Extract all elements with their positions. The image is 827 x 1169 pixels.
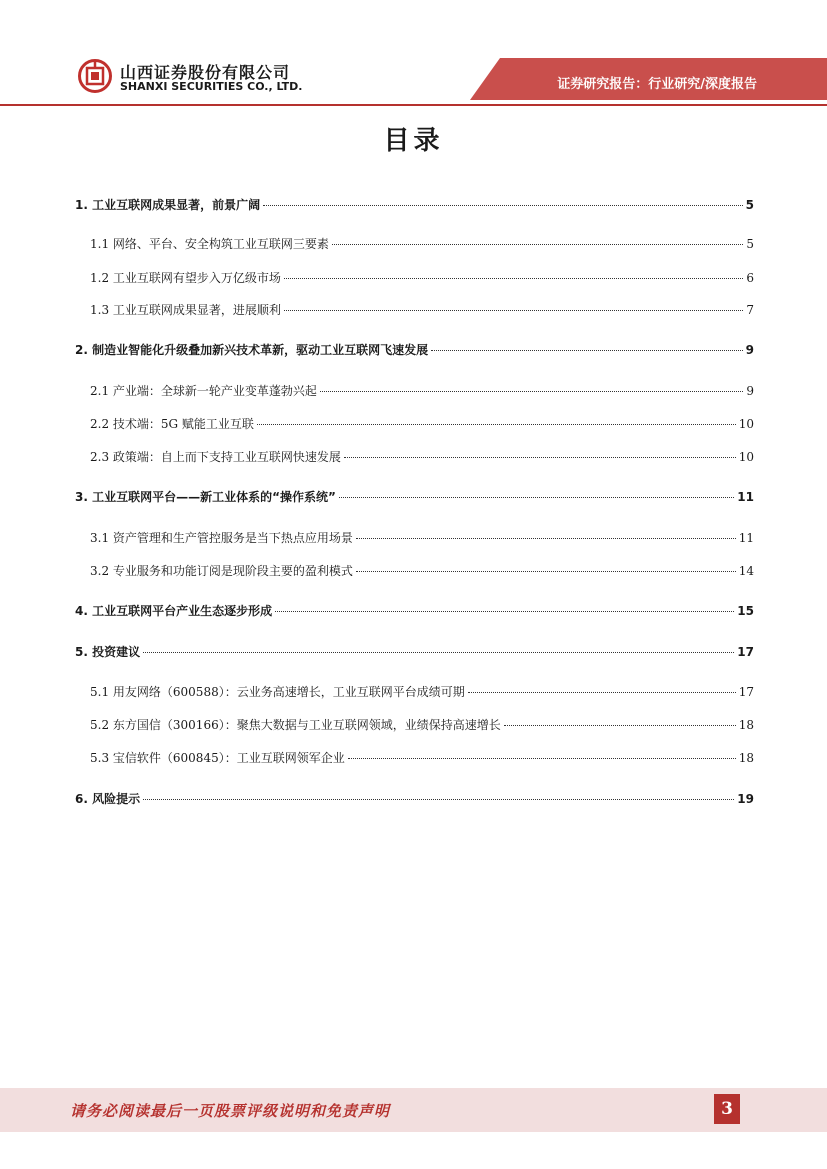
toc-entry-label: 2.2 技术端：5G 赋能工业互联 [90, 417, 254, 431]
company-name-cn: 山西证券股份有限公司 [120, 63, 291, 82]
toc-leader-dots [339, 497, 734, 498]
toc-entry-page: 15 [737, 604, 754, 618]
toc-entry-page: 17 [737, 645, 754, 659]
toc-leader-dots [356, 571, 736, 572]
toc-entry-page: 14 [738, 564, 754, 578]
toc-entry[interactable] [90, 448, 754, 465]
toc-leader-dots [504, 725, 736, 726]
toc-entry-page: 5 [745, 198, 754, 212]
toc-entry-label: 5.2 东方国信（300166）：聚焦大数据与工业互联网领域，业绩保持高速增长 [90, 718, 501, 732]
toc-entry[interactable] [90, 269, 754, 286]
toc-entry-label: 1.2 工业互联网有望步入万亿级市场 [90, 271, 281, 285]
toc-entry[interactable] [90, 529, 754, 546]
toc-entry-label: 6. 风险提示 [75, 792, 141, 806]
toc-entry[interactable] [90, 562, 754, 579]
toc-entry-label: 3.1 资产管理和生产管控服务是当下热点应用场景 [90, 531, 353, 545]
page-title: 目录 [383, 126, 444, 156]
toc-entry-page: 11 [737, 490, 754, 504]
toc-entry-label: 2.3 政策端：自上而下支持工业互联网快速发展 [90, 450, 341, 464]
toc-entry-label: 3. 工业互联网平台——新工业体系的“操作系统” [75, 490, 336, 504]
toc-leader-dots [320, 391, 743, 392]
toc-entry-page: 17 [738, 685, 754, 699]
toc-entry[interactable] [75, 643, 754, 660]
toc-leader-dots [332, 244, 743, 245]
toc-entry-label: 2. 制造业智能化升级叠加新兴技术革新，驱动工业互联网飞速发展 [75, 343, 429, 357]
toc-entry-label: 4. 工业互联网平台产业生态逐步形成 [75, 604, 273, 618]
toc-entry-label: 5. 投资建议 [75, 645, 141, 659]
toc-leader-dots [257, 424, 736, 425]
toc-entry[interactable] [90, 415, 754, 432]
toc-leader-dots [348, 758, 736, 759]
toc-entry[interactable] [90, 382, 754, 399]
page-header [0, 0, 827, 110]
toc-entry[interactable] [90, 301, 754, 318]
company-name-en: SHANXI SECURITIES CO., LTD. [120, 80, 303, 93]
toc-leader-dots [468, 692, 736, 693]
toc-entry-page: 9 [745, 343, 754, 357]
toc-entry[interactable] [75, 602, 754, 619]
toc-entry[interactable] [75, 488, 754, 505]
toc-entry[interactable] [75, 341, 754, 358]
toc-leader-dots [356, 538, 736, 539]
header-divider [0, 104, 827, 106]
toc-leader-dots [284, 310, 743, 311]
toc-entry-label: 2.1 产业端：全球新一轮产业变革蓬勃兴起 [90, 384, 317, 398]
toc-entry-page: 19 [737, 792, 754, 806]
toc-entry[interactable] [90, 683, 754, 700]
toc-entry-label: 3.2 专业服务和功能订阅是现阶段主要的盈利模式 [90, 564, 353, 578]
toc-entry[interactable] [90, 716, 754, 733]
report-type-label: 证券研究报告：行业研究/深度报告 [557, 77, 757, 92]
toc-leader-dots [263, 205, 743, 206]
toc-entry[interactable] [90, 235, 754, 252]
toc-entry-page: 9 [746, 384, 754, 398]
toc-entry-label: 1.3 工业互联网成果显著，进展顺利 [90, 303, 281, 317]
toc-entry-label: 1. 工业互联网成果显著，前景广阔 [75, 198, 261, 212]
toc-entry-page: 11 [738, 531, 754, 545]
toc-entry[interactable] [75, 790, 754, 807]
page-number: 3 [714, 1094, 740, 1124]
toc-entry-page: 10 [738, 417, 754, 431]
toc-entry-page: 6 [746, 271, 754, 285]
toc-entry-page: 7 [746, 303, 754, 317]
toc-leader-dots [143, 652, 734, 653]
footer-disclaimer: 请务必阅读最后一页股票评级说明和免责声明 [70, 1102, 391, 1120]
toc-leader-dots [344, 457, 736, 458]
toc-entry-page: 10 [738, 450, 754, 464]
toc-entry-label: 5.1 用友网络（600588）：云业务高速增长，工业互联网平台成绩可期 [90, 685, 465, 699]
toc-leader-dots [143, 799, 734, 800]
toc-entry[interactable] [90, 749, 754, 766]
toc-entry-page: 5 [746, 237, 754, 251]
toc-leader-dots [431, 350, 743, 351]
toc-entry-page: 18 [738, 718, 754, 732]
toc-entry-page: 18 [738, 751, 754, 765]
toc-entry-label: 5.3 宝信软件（600845）：工业互联网领军企业 [90, 751, 345, 765]
company-logo-icon [78, 59, 112, 93]
toc-entry-label: 1.1 网络、平台、安全构筑工业互联网三要素 [90, 237, 329, 251]
toc-leader-dots [284, 278, 743, 279]
toc-entry[interactable] [75, 196, 754, 213]
toc-leader-dots [275, 611, 734, 612]
